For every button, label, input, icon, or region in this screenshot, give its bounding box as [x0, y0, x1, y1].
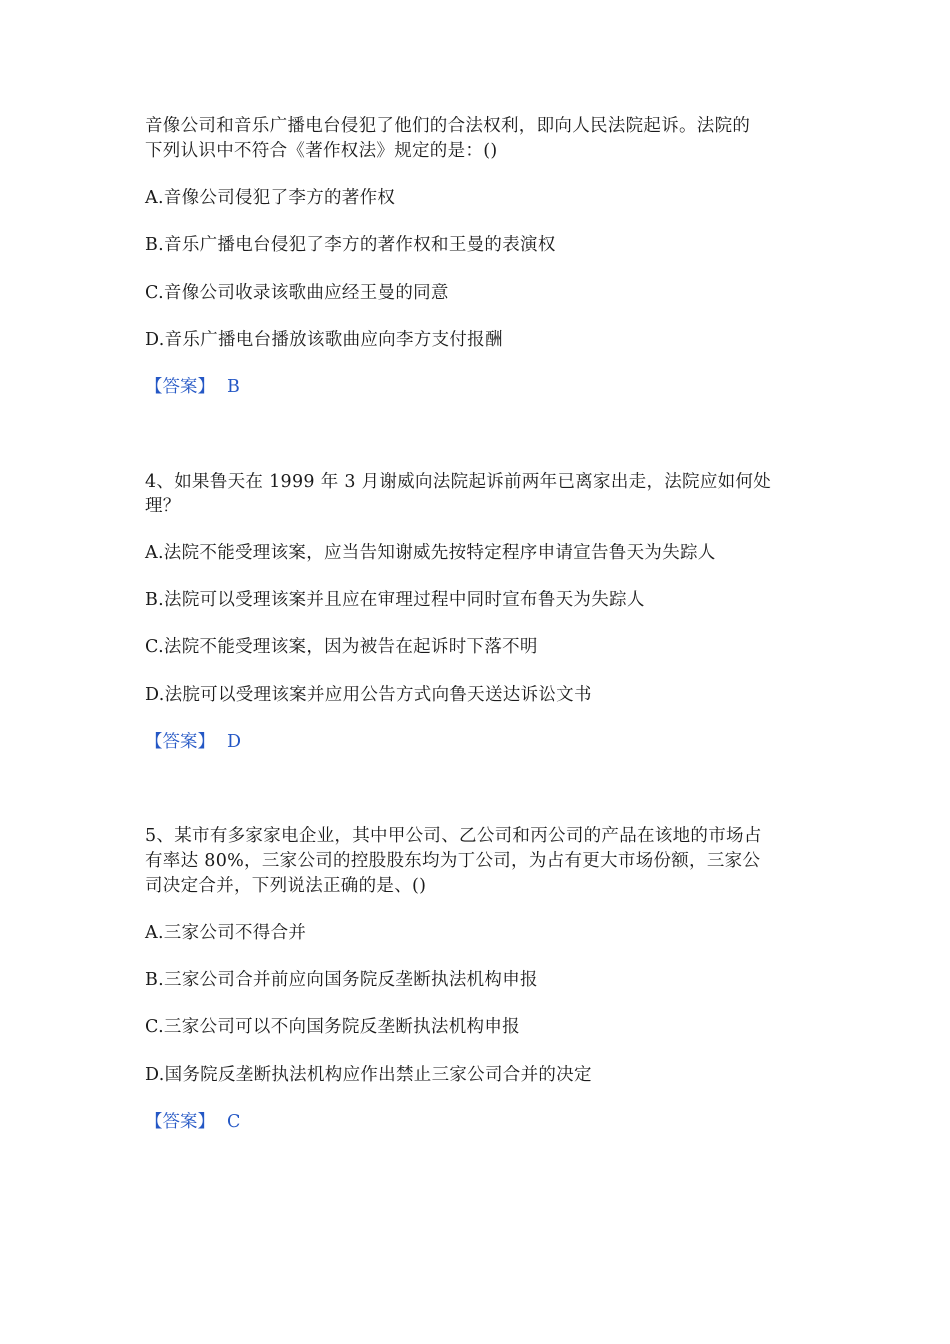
q3-stem-line-1: 音像公司和音乐广播电台侵犯了他们的合法权利，即向人民法院起诉。法院的	[145, 116, 751, 136]
q4-option-a: A.法院不能受理该案，应当告知谢威先按特定程序申请宣告鲁天为失踪人	[145, 543, 716, 563]
q5-option-c: C.三家公司可以不向国务院反垄断执法机构申报	[145, 1017, 520, 1037]
q5-stem-line-1: 5、某市有多家家电企业，其中甲公司、乙公司和丙公司的产品在该地的市场占	[145, 826, 762, 846]
q5-option-a: A.三家公司不得合并	[145, 923, 307, 943]
q5-answer	[145, 1110, 240, 1134]
q5-stem-line-3: 司决定合并，下列说法正确的是、()	[145, 876, 427, 896]
q4-answer-value: D	[227, 732, 242, 752]
q4-option-b: B.法院可以受理该案并且应在审理过程中同时宣布鲁天为失踪人	[145, 590, 645, 610]
q5-stem-line-2: 有率达 80%，三家公司的控股股东均为丁公司，为占有更大市场份额，三家公	[145, 851, 761, 871]
q4-answer	[145, 730, 241, 754]
q3-option-c: C.音像公司收录该歌曲应经王曼的同意	[145, 283, 449, 303]
q3-answer-value: B	[227, 377, 240, 397]
q3-option-a: A.音像公司侵犯了李方的著作权	[145, 188, 396, 208]
q3-option-b: B.音乐广播电台侵犯了李方的著作权和王曼的表演权	[145, 235, 556, 255]
q4-stem-line-2: 理？	[145, 496, 181, 516]
q5-answer-tag: 【答案】	[145, 1112, 215, 1132]
q3-answer-tag: 【答案】	[145, 377, 215, 397]
q3-answer	[145, 375, 240, 399]
q3-stem-line-2: 下列认识中不符合《著作权法》规定的是：()	[145, 141, 498, 161]
q4-option-d: D.法脘可以受理该案并应用公告方式向鲁天送达诉讼文书	[145, 685, 592, 705]
q4-option-c: C.法院不能受理该案，因为被告在起诉时下落不明	[145, 637, 538, 657]
q5-option-d: D.国务院反垄断执法机构应作出禁止三家公司合并的决定	[145, 1065, 592, 1085]
q5-answer-value: C	[227, 1112, 241, 1132]
q3-option-d: D.音乐广播电台播放该歌曲应向李方支付报酬	[145, 330, 503, 350]
q4-stem-line-1: 4、如果鲁天在 1999 年 3 月谢威向法院起诉前两年已离家出走，法院应如何处	[145, 472, 772, 492]
q4-answer-tag: 【答案】	[145, 732, 215, 752]
q5-option-b: B.三家公司合并前应向国务院反垄断执法机构申报	[145, 970, 538, 990]
